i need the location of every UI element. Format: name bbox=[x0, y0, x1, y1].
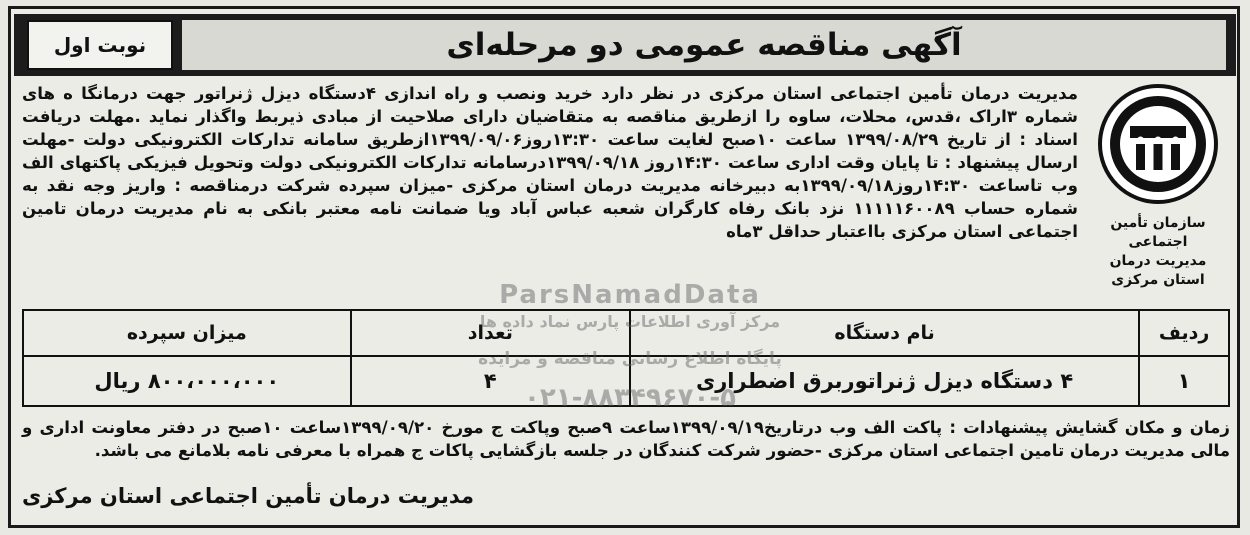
cell-quantity: ۴ bbox=[351, 356, 630, 406]
org-line-2: مدیریت درمان bbox=[1109, 253, 1207, 269]
device-count-prefix: ۴ bbox=[1060, 369, 1074, 393]
opening-details: زمان و مکان گشایش پیشنهادات : پاکت الف وب درتاریخ۱۳۹۹/۰۹/۱۹ساعت ۹صبح وپاکت ج مورخ ۱۳۹۹/۰۹/۲۰ساعت ۱۰صبح در دفتر معاونت اداری و مالی مدیریت درمان تامین اجتماعی استان مرکزی -حضور شرکت کنندگان در جلسه بازگشایی پاکات ج همراه با معرفی نامه بلامانع می باشد. bbox=[22, 418, 1230, 460]
header-deposit: میزان سپرده bbox=[23, 310, 351, 356]
tender-description: مدیریت درمان تأمین اجتماعی استان مرکزی در نظر دارد خرید ونصب و راه اندازی ۴دستگاه دیزل ژنراتور جهت درمانگا ه های شماره ۳اراک ،قدس، محلات، ساوه را ازطریق مناقصه به متقاضیان دارای صلاحیت از مبادی ذیربط واگذار نماید .مهلت دریافت اسناد : از تاریخ ۱۳۹۹/۰۸/۲۹ ساعت ۱۰صبح لغایت ساعت ۱۳:۳۰روز۱۳۹۹/۰۹/۰۶ازطریق سامانه تدارکات الکترونیکی دولت -مهلت ارسال پیشنهاد : تا پایان وقت اداری ساعت ۱۴:۳۰روز ۱۳۹۹/۰۹/۱۸درسامانه تدارکات الکترونیکی دولت وتحویل فیزیکی پاکتهای الف وب تاساعت ۱۴:۳۰روز۱۳۹۹/۰۹/۱۸به دبیرخانه مدیریت درمان استان مرکزی -میزان سپرده شرکت درمناقصه : واریز وجه نقد به شماره حساب ۱۱۱۱۱۶۰۰۸۹ نزد بانک رفاه کارگران شعبه عباس آباد ویا ضمانت نامه معتبر بانکی به نام مدیریت درمان تامین اجتماعی استان مرکزی بااعتبار حداقل ۳ماه bbox=[22, 84, 1078, 241]
header-quantity: تعداد bbox=[351, 310, 630, 356]
organization-name bbox=[1088, 214, 1228, 290]
notice-title: آگهی مناقصه عمومی دو مرحله‌ای bbox=[182, 20, 1226, 70]
organization-logo bbox=[1088, 82, 1228, 288]
watermark-line-2: مرکز آوری اطلاعات پارس نماد داده ها bbox=[479, 312, 781, 331]
device-name: دستگاه دیزل ژنراتوربرق اضطراری bbox=[695, 369, 1053, 393]
header-row-number: ردیف bbox=[1139, 310, 1229, 356]
table-row bbox=[23, 356, 1229, 406]
watermark-brand: ParsNamadData bbox=[499, 280, 761, 310]
cell-device-name bbox=[630, 356, 1139, 406]
org-line-3: استان مرکزی bbox=[1111, 272, 1205, 288]
items-table bbox=[22, 309, 1230, 407]
cell-row-number: ۱ bbox=[1139, 356, 1229, 406]
watermark-phone: ۰۲۱-۸۸۳۴۹۶۷۰-۵ bbox=[523, 383, 736, 413]
table-header-row bbox=[23, 310, 1229, 356]
watermark-line-3: پایگاه اطلاع رسانی مناقصه و مزایده bbox=[478, 349, 782, 369]
cell-deposit: ۸۰۰،۰۰۰،۰۰۰ ریال bbox=[23, 356, 351, 406]
header-device-name: نام دستگاه bbox=[630, 310, 1139, 356]
social-security-emblem-icon bbox=[1096, 82, 1220, 206]
signature: مدیریت درمان تأمین اجتماعی استان مرکزی bbox=[22, 484, 474, 508]
round-label: نوبت اول bbox=[27, 20, 173, 70]
org-line-1: سازمان تأمین اجتماعی bbox=[1110, 215, 1206, 250]
